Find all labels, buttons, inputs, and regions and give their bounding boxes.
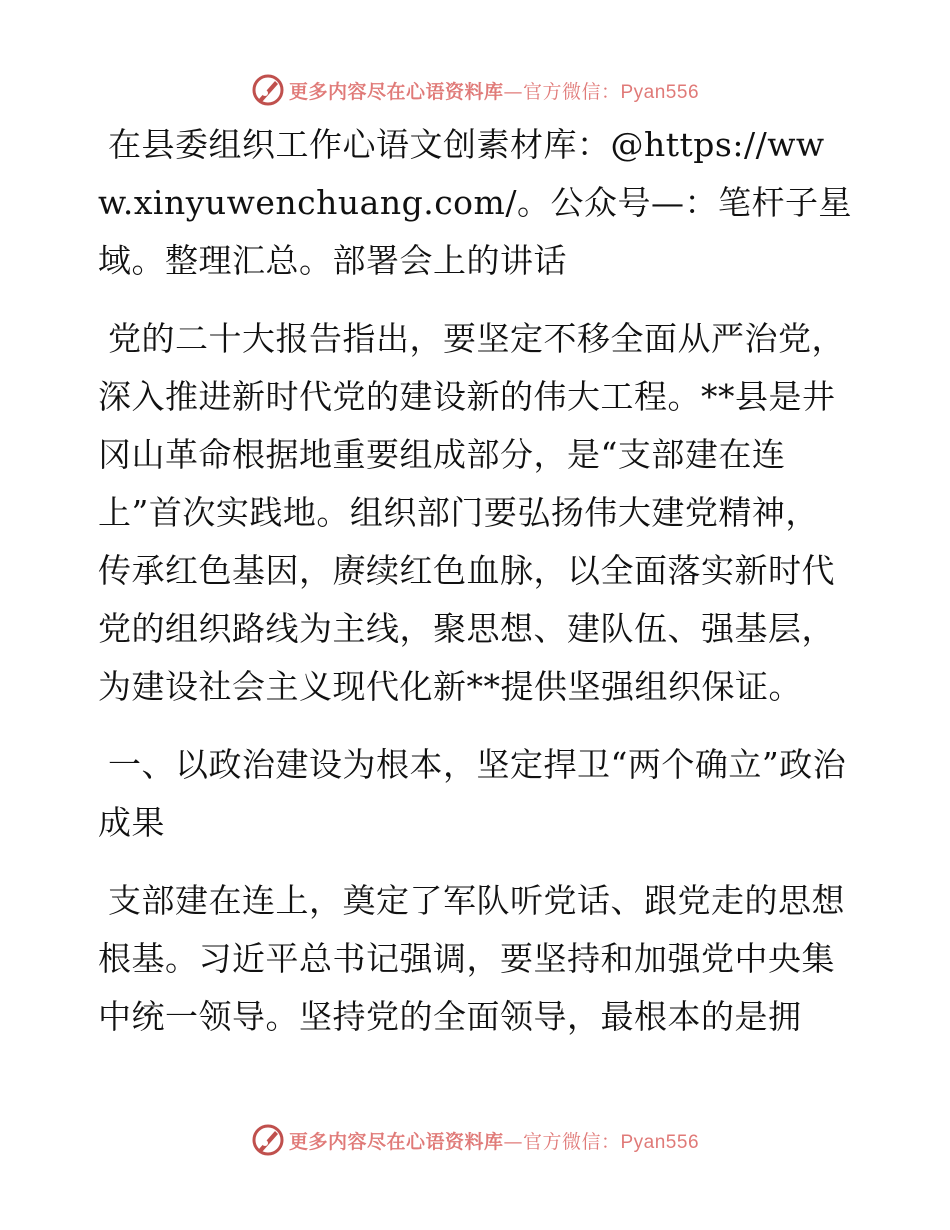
- footer-banner-text: 更多内容尽在心语资料库—官方微信：Pyan556: [288, 1130, 700, 1153]
- body-paragraph: 支部建在连上，奠定了军队听党话、跟党走的思想根基。习近平总书记强调，要坚持和加强党中央集中统一领导。坚持党的全面领导，最根本的是拥: [98, 881, 845, 1036]
- header-banner-text: 更多内容尽在心语资料库—官方微信：Pyan556: [288, 80, 700, 103]
- body-paragraph: 党的二十大报告指出，要坚定不移全面从严治党，深入推进新时代党的建设新的伟大工程。**县是井冈山革命根据地重要组成部分，是“支部建在连上”首次实践地。组织部门要弘扬伟大建党精神，传承红色基因，赓续红色血脉，以全面落实新时代党的组织路线为主线，聚思想、建队伍、强基层，为建设社会主义现代化新**提供坚强组织保证。: [98, 319, 845, 706]
- pen-logo-icon: [251, 1123, 285, 1157]
- document-body: [98, 116, 852, 1066]
- section-heading: 一、以政治建设为根本，坚定捍卫“两个确立”政治成果: [98, 745, 847, 842]
- header-banner: [0, 70, 950, 110]
- footer-banner: [0, 1120, 950, 1160]
- intro-paragraph: 在县委组织工作心语文创素材库：@https://www.xinyuwenchuang.com/。公众号—：笔杆子星域。整理汇总。部署会上的讲话: [98, 125, 852, 280]
- pen-logo-icon: [251, 73, 285, 107]
